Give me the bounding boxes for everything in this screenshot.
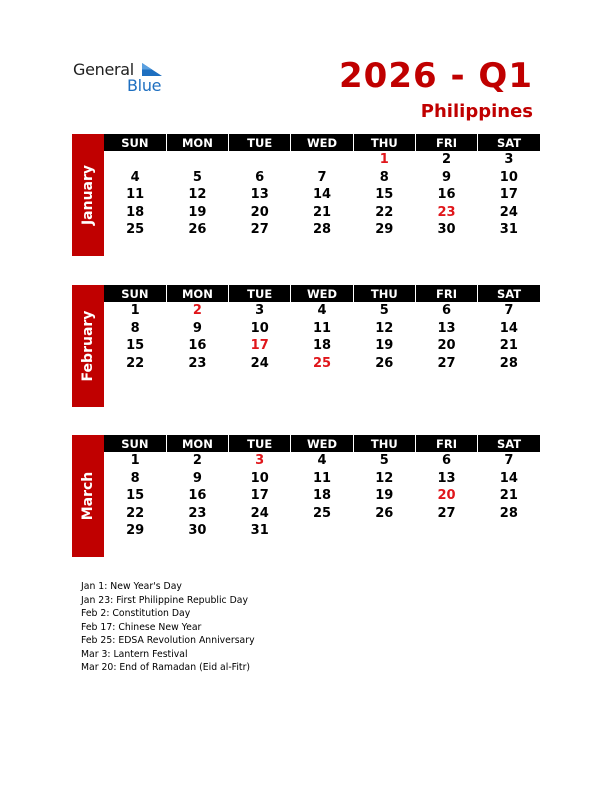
weekday-header: SUN [104, 435, 166, 452]
day-cell: 19 [188, 204, 207, 220]
day-cell: 6 [255, 169, 265, 185]
day-cell: 9 [192, 470, 202, 486]
week-row [104, 487, 540, 505]
week-row [104, 470, 540, 488]
weekday-header: SUN [104, 134, 166, 151]
day-cell: 9 [442, 169, 452, 185]
weekday-header: MON [166, 134, 228, 151]
day-cell: 29 [375, 222, 394, 238]
week-row [104, 522, 540, 540]
weekday-header: FRI [415, 134, 477, 151]
day-cell: 28 [312, 222, 332, 238]
week-row [104, 151, 540, 169]
empty-day-cell [291, 522, 353, 540]
day-cell: 19 [375, 338, 394, 354]
day-cell: 4 [317, 303, 327, 319]
day-cell: 14 [312, 187, 332, 203]
day-cell: 8 [130, 320, 140, 336]
logo-text-blue: Blue [127, 76, 162, 95]
day-cell: 3 [255, 303, 265, 319]
day-cell: 16 [188, 338, 207, 354]
day-cell: 12 [375, 470, 394, 486]
day-cell: 11 [312, 320, 332, 336]
day-cell: 1 [130, 453, 140, 469]
day-cell: 25 [312, 355, 332, 371]
weekday-header: FRI [415, 285, 477, 302]
day-cell: 10 [499, 169, 518, 185]
day-cell: 6 [442, 303, 452, 319]
day-cell: 12 [188, 187, 207, 203]
logo-triangle-icon [140, 62, 164, 78]
country-name: Philippines [420, 101, 533, 122]
day-cell: 2 [192, 303, 202, 319]
weekday-header: TUE [229, 435, 291, 452]
brand-logo [73, 60, 173, 96]
empty-day-cell [415, 522, 477, 540]
weekday-header: TUE [229, 134, 291, 151]
day-cell: 18 [312, 338, 332, 354]
day-cell: 15 [126, 488, 145, 504]
day-cell: 2 [192, 453, 202, 469]
weekday-header: THU [353, 285, 415, 302]
logo-text-general: General [73, 60, 134, 79]
day-cell: 23 [188, 355, 207, 371]
month-label: March [80, 471, 96, 521]
day-cell: 29 [126, 523, 145, 539]
day-cell: 31 [499, 222, 518, 238]
week-row [104, 337, 540, 355]
holiday-note: Feb 17: Chinese New Year [81, 621, 202, 633]
day-cell: 15 [375, 187, 394, 203]
day-cell: 2 [442, 152, 452, 168]
day-cell: 13 [437, 320, 456, 336]
week-row [104, 505, 540, 523]
weekday-header: SAT [478, 285, 540, 302]
day-cell: 5 [379, 303, 389, 319]
holiday-note: Mar 20: End of Ramadan (Eid al-Fitr) [81, 662, 251, 673]
day-cell: 27 [437, 355, 456, 371]
day-cell: 4 [317, 453, 327, 469]
page-title: 2026 - Q1 [339, 56, 533, 96]
day-cell: 1 [379, 152, 389, 168]
day-cell: 16 [188, 488, 207, 504]
day-cell: 21 [499, 338, 518, 354]
day-cell: 1 [130, 303, 140, 319]
day-cell: 17 [499, 187, 518, 203]
day-cell: 24 [250, 355, 269, 371]
day-cell: 28 [499, 355, 518, 371]
weekday-header: MON [166, 285, 228, 302]
day-cell: 14 [499, 470, 518, 486]
weekday-header: MON [166, 435, 228, 452]
weekday-header: SAT [478, 134, 540, 151]
day-cell: 25 [312, 505, 332, 521]
day-cell: 26 [375, 355, 394, 371]
month-grid [104, 134, 540, 239]
day-cell: 23 [188, 505, 207, 521]
day-cell: 9 [192, 320, 202, 336]
day-cell: 28 [499, 505, 518, 521]
week-row [104, 452, 540, 470]
month-block-march [72, 435, 540, 557]
day-cell: 15 [126, 338, 145, 354]
weekday-header: THU [353, 134, 415, 151]
day-cell: 7 [504, 453, 514, 469]
day-cell: 20 [437, 338, 456, 354]
day-cell: 11 [312, 470, 332, 486]
empty-day-cell [104, 151, 166, 169]
day-cell: 31 [250, 523, 269, 539]
day-cell: 26 [375, 505, 394, 521]
holiday-note: Mar 3: Lantern Festival [81, 648, 188, 660]
holiday-note: Feb 25: EDSA Revolution Anniversary [81, 635, 255, 646]
day-cell: 8 [130, 470, 140, 486]
day-cell: 21 [499, 488, 518, 504]
day-cell: 3 [504, 152, 514, 168]
weekday-header: TUE [229, 285, 291, 302]
day-cell: 13 [250, 187, 269, 203]
month-label: February [80, 310, 96, 382]
day-cell: 26 [188, 222, 207, 238]
month-block-january [72, 134, 540, 256]
empty-day-cell [166, 151, 228, 169]
day-cell: 4 [130, 169, 140, 185]
week-row [104, 221, 540, 239]
day-cell: 18 [312, 488, 332, 504]
day-cell: 7 [317, 169, 327, 185]
weekday-header: FRI [415, 435, 477, 452]
month-grid [104, 285, 540, 372]
weekday-header: WED [291, 134, 353, 151]
calendar-table [104, 435, 540, 540]
day-cell: 17 [250, 488, 269, 504]
holiday-note: Feb 2: Constitution Day [81, 608, 191, 619]
month-block-february [72, 285, 540, 407]
week-row [104, 355, 540, 373]
day-cell: 11 [126, 187, 145, 203]
day-cell: 7 [504, 303, 514, 319]
week-row [104, 169, 540, 187]
day-cell: 16 [437, 187, 456, 203]
week-row [104, 186, 540, 204]
day-cell: 14 [499, 320, 518, 336]
calendar-table [104, 134, 540, 239]
day-cell: 30 [188, 523, 207, 539]
day-cell: 10 [250, 470, 269, 486]
holiday-note: Jan 1: New Year's Day [81, 581, 182, 592]
day-cell: 20 [437, 488, 456, 504]
day-cell: 27 [250, 222, 269, 238]
day-cell: 24 [250, 505, 269, 521]
empty-day-cell [478, 522, 540, 540]
month-grid [104, 435, 540, 540]
empty-day-cell [353, 522, 415, 540]
day-cell: 8 [379, 169, 389, 185]
day-cell: 22 [375, 204, 394, 220]
weekday-header: WED [291, 435, 353, 452]
empty-day-cell [229, 151, 291, 169]
day-cell: 5 [192, 169, 202, 185]
day-cell: 30 [437, 222, 456, 238]
day-cell: 13 [437, 470, 456, 486]
day-cell: 17 [250, 338, 269, 354]
day-cell: 24 [499, 204, 518, 220]
calendar-table [104, 285, 540, 372]
day-cell: 6 [442, 453, 452, 469]
weekday-header: WED [291, 285, 353, 302]
day-cell: 23 [437, 204, 456, 220]
day-cell: 3 [255, 453, 265, 469]
day-cell: 19 [375, 488, 394, 504]
holiday-notes [81, 580, 255, 675]
day-cell: 27 [437, 505, 456, 521]
week-row [104, 204, 540, 222]
week-row [104, 302, 540, 320]
day-cell: 18 [126, 204, 145, 220]
day-cell: 22 [126, 355, 145, 371]
day-cell: 10 [250, 320, 269, 336]
day-cell: 25 [126, 222, 145, 238]
day-cell: 20 [250, 204, 269, 220]
weekday-header: SUN [104, 285, 166, 302]
day-cell: 5 [379, 453, 389, 469]
month-label: January [80, 164, 96, 226]
empty-day-cell [291, 151, 353, 169]
holiday-note: Jan 23: First Philippine Republic Day [81, 594, 248, 606]
weekday-header: THU [353, 435, 415, 452]
day-cell: 22 [126, 505, 145, 521]
weekday-header: SAT [478, 435, 540, 452]
day-cell: 12 [375, 320, 394, 336]
week-row [104, 320, 540, 338]
day-cell: 21 [312, 204, 332, 220]
